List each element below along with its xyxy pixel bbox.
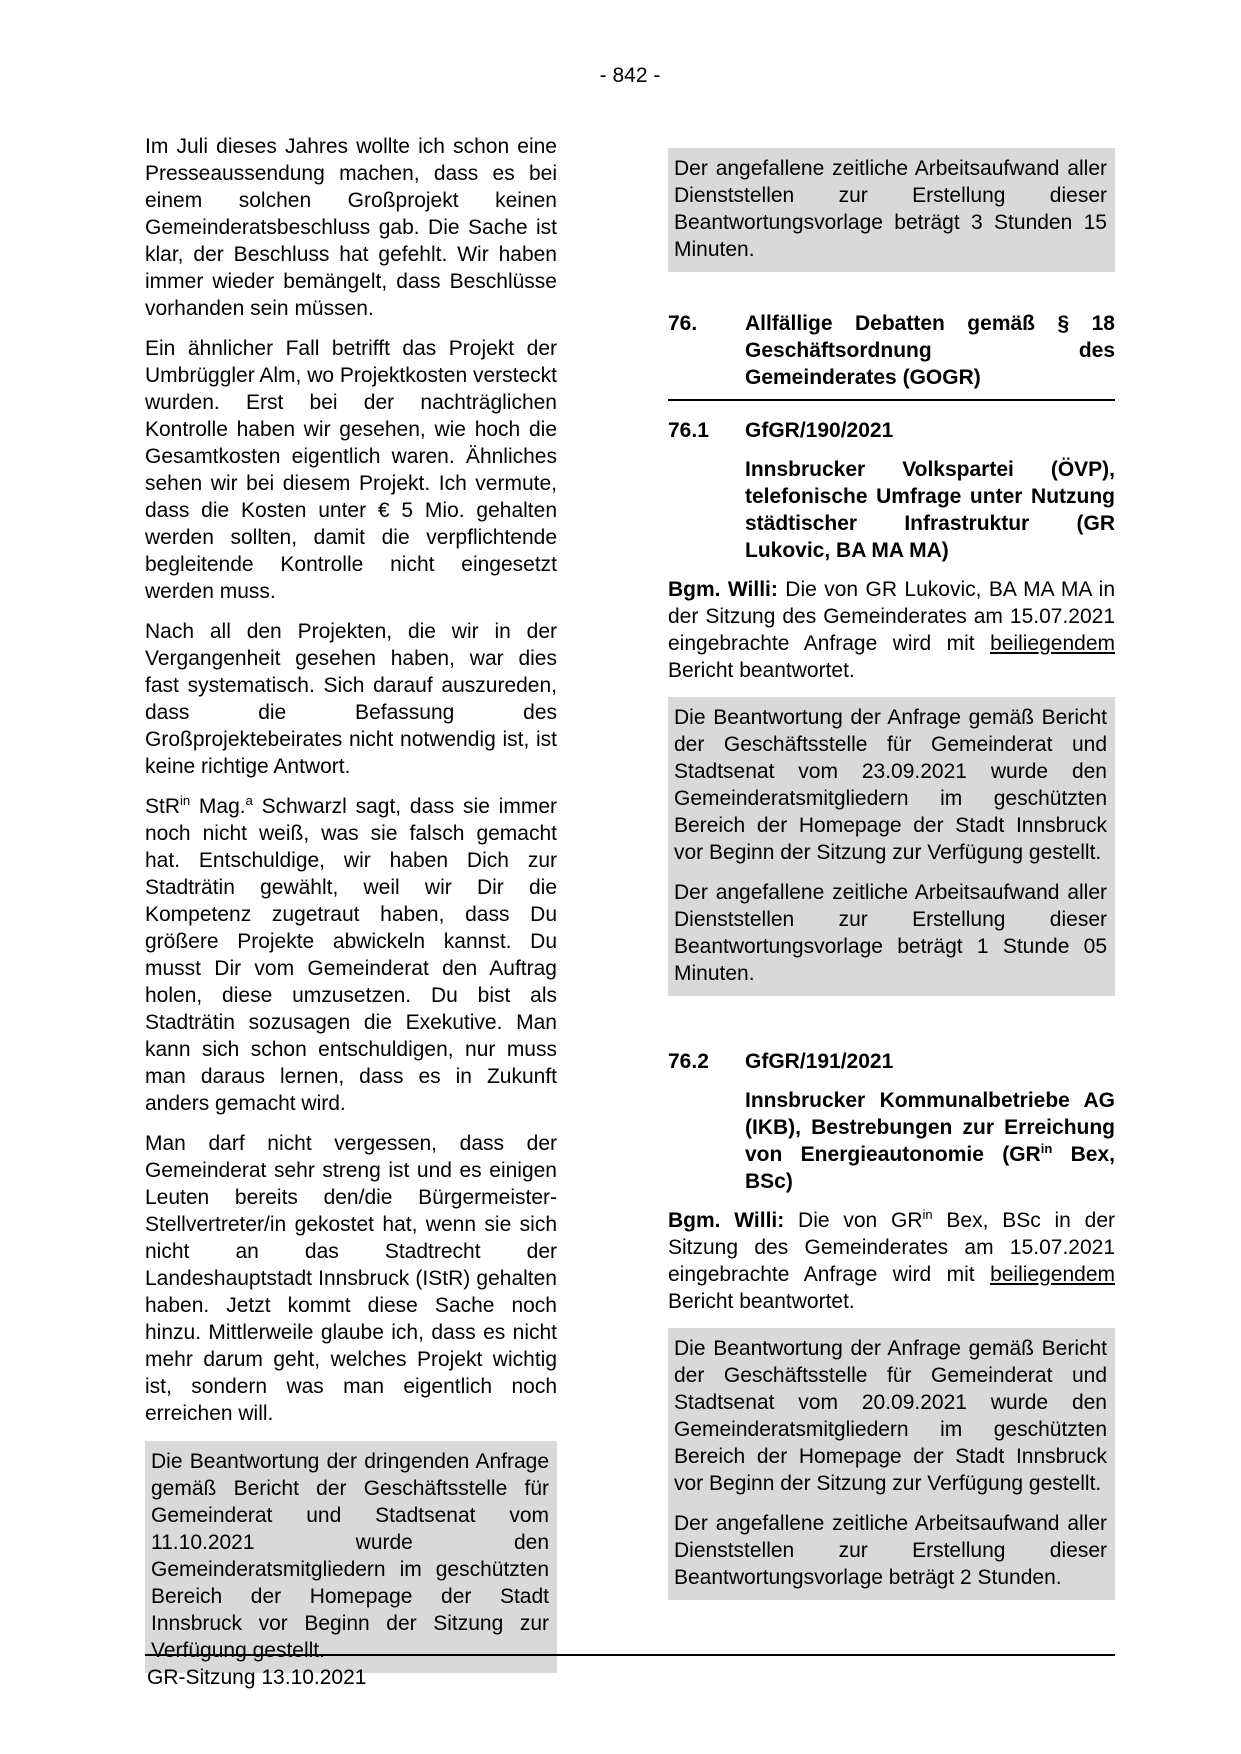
speaker-paragraph (668, 576, 1115, 684)
paragraph: Im Juli dieses Jahres wollte ich schon eine Presseaussendung machen, dass es bei einem solchen Großprojekt keinen Gemeinderatsbeschluss gab. Die Sache ist klar, der Beschluss hat gefehlt. Wir haben immer wieder bemängelt, dass Beschlüsse vorhanden sein müssen. (145, 135, 557, 320)
subsection-row-76-1 (668, 417, 1115, 444)
speaker-text: Bex, BSc in der Sitzung des Gemeinderates am 15.07.2021 eingebrachte Anfrage wird mit (668, 1209, 1115, 1286)
highlight-paragraph: Der angefallene zeitliche Arbeitsaufwand aller Dienststellen zur Erstellung dieser Beantwortungsvorlage beträgt 1 Stunde 05 Minuten. (674, 881, 1107, 985)
speaker-text: Die von GR (784, 1209, 923, 1232)
paragraph-text: Schwarzl sagt, dass sie immer noch nicht weiß, was sie falsch gemacht hat. Entschuldige, wir haben Dich zur Stadträtin gewählt, weil wir Dir die Kompetenz zugetraut haben, dass Du größere Projekte abwickeln kannst. Du musst Dir vom Gemeinderat den Auftrag holen, diese umzusetzen. Du bist als Stadträtin sozusagen die Exekutive. Man kann sich schon entschuldigen, nur muss man daraus lernen, dass es in Zukunft anders gemacht wird. (145, 795, 557, 1115)
title-abbr: Mag. (190, 795, 246, 818)
highlight-paragraph: Die Beantwortung der Anfrage gemäß Bericht der Geschäftsstelle für Gemeinderat und Stadtsenat vom 23.09.2021 wurde den Gemeinderatsmitgliedern im geschützten Bereich der Homepage der Stadt Innsbruck vor Beginn der Sitzung zur Verfügung gestellt. (674, 706, 1107, 864)
section-title: Allfällige Debatten gemäß § 18 Geschäftsordnung des Gemeinderates (GOGR) (745, 312, 1115, 389)
right-column (668, 133, 1115, 1600)
subsection-title (745, 1087, 1115, 1195)
paragraph: Man darf nicht vergessen, dass der Gemeinderat sehr streng ist und es einigen Leuten bereits den/die Bürgermeister-Stellvertreter/in gekostet hat, wenn sie sich nicht an das Stadtrecht der Landeshauptstadt Innsbruck (IStR) gehalten haben. Jetzt kommt diese Sache noch hinzu. Mittlerweile glaube ich, dass es nicht mehr darum geht, welches Projekt wichtig ist, sondern was man eigentlich noch erreichen will. (145, 1132, 557, 1425)
subsection-title-text: Bex, BSc) (745, 1143, 1115, 1193)
highlight-paragraph: Der angefallene zeitliche Arbeitsaufwand aller Dienststellen zur Erstellung dieser Beantwortungsvorlage beträgt 3 Stunden 15 Minuten. (674, 157, 1107, 261)
highlight-box (668, 148, 1115, 272)
highlight-paragraph: Die Beantwortung der dringenden Anfrage gemäß Bericht der Geschäftsstelle für Gemeinderat und Stadtsenat vom 11.10.2021 wurde den Gemeinderatsmitgliedern im geschützten Bereich der Homepage der Stadt Innsbruck vor Beginn der Sitzung zur Verfügung gestellt. (151, 1450, 549, 1662)
speaker-text: Die von GR Lukovic, BA MA MA in der Sitzung des Gemeinderates am 15.07.2021 eingebrachte Anfrage wird mit (668, 578, 1115, 655)
subsection-title-text: Innsbrucker Kommunalbetriebe AG (IKB), Bestrebungen zur Erreichung von Energieautonomie (GR (745, 1089, 1115, 1166)
superscript: a (245, 793, 253, 808)
page-number: - 842 - (599, 64, 661, 87)
subsection-ref: GfGR/190/2021 (745, 419, 894, 442)
underlined-text: beiliegendem (990, 632, 1115, 655)
subsection-number: 76.1 (668, 419, 709, 442)
highlight-box (668, 1328, 1115, 1600)
highlight-box (668, 697, 1115, 996)
speaker-text: Bericht beantwortet. (668, 1290, 855, 1313)
left-column (145, 133, 557, 1673)
subsection-title: Innsbrucker Volkspartei (ÖVP), telefonische Umfrage unter Nutzung städtischer Infrastruktur (GR Lukovic, BA MA MA) (745, 458, 1115, 562)
underlined-text: beiliegendem (990, 1263, 1115, 1286)
subsection-number: 76.2 (668, 1050, 709, 1073)
superscript: in (180, 793, 191, 808)
highlight-paragraph: Der angefallene zeitliche Arbeitsaufwand aller Dienststellen zur Erstellung dieser Beantwortungsvorlage beträgt 2 Stunden. (674, 1512, 1107, 1589)
footer-text: GR-Sitzung 13.10.2021 (147, 1666, 367, 1689)
section-heading-76 (668, 310, 1115, 401)
section-number: 76. (668, 312, 698, 335)
highlight-box (145, 1441, 557, 1673)
superscript: in (922, 1207, 933, 1222)
footer-divider (145, 1654, 1115, 1656)
paragraph: Ein ähnlicher Fall betrifft das Projekt der Umbrüggler Alm, wo Projektkosten versteckt wurden. Erst bei der nachträglichen Kontrolle haben wir gesehen, wie hoch die Gesamtkosten eigentlich waren. Ähnliches sehen wir bei diesem Projekt. Ich vermute, dass die Kosten unter € 5 Mio. gehalten werden sollten, damit die verpflichtende begleitende Kontrolle nicht eingesetzt werden muss. (145, 337, 557, 603)
subsection-row-76-2 (668, 1048, 1115, 1075)
paragraph (145, 793, 557, 1117)
subsection-ref: GfGR/191/2021 (745, 1050, 894, 1073)
speaker-text: Bericht beantwortet. (668, 659, 855, 682)
paragraph: Nach all den Projekten, die wir in der Vergangenheit gesehen haben, war dies fast systematisch. Sich darauf auszureden, dass die Befassung des Großprojektebeirates nicht notwendig ist, ist keine richtige Antwort. (145, 620, 557, 778)
speaker-paragraph (668, 1207, 1115, 1315)
superscript: in (1040, 1141, 1053, 1156)
speaker-name: Bgm. Willi: (668, 1209, 785, 1232)
speaker-abbr: StR (145, 795, 181, 818)
highlight-paragraph: Die Beantwortung der Anfrage gemäß Bericht der Geschäftsstelle für Gemeinderat und Stadtsenat vom 20.09.2021 wurde den Gemeinderatsmitgliedern im geschützten Bereich der Homepage der Stadt Innsbruck vor Beginn der Sitzung zur Verfügung gestellt. (674, 1337, 1107, 1495)
speaker-name: Bgm. Willi: (668, 578, 778, 601)
